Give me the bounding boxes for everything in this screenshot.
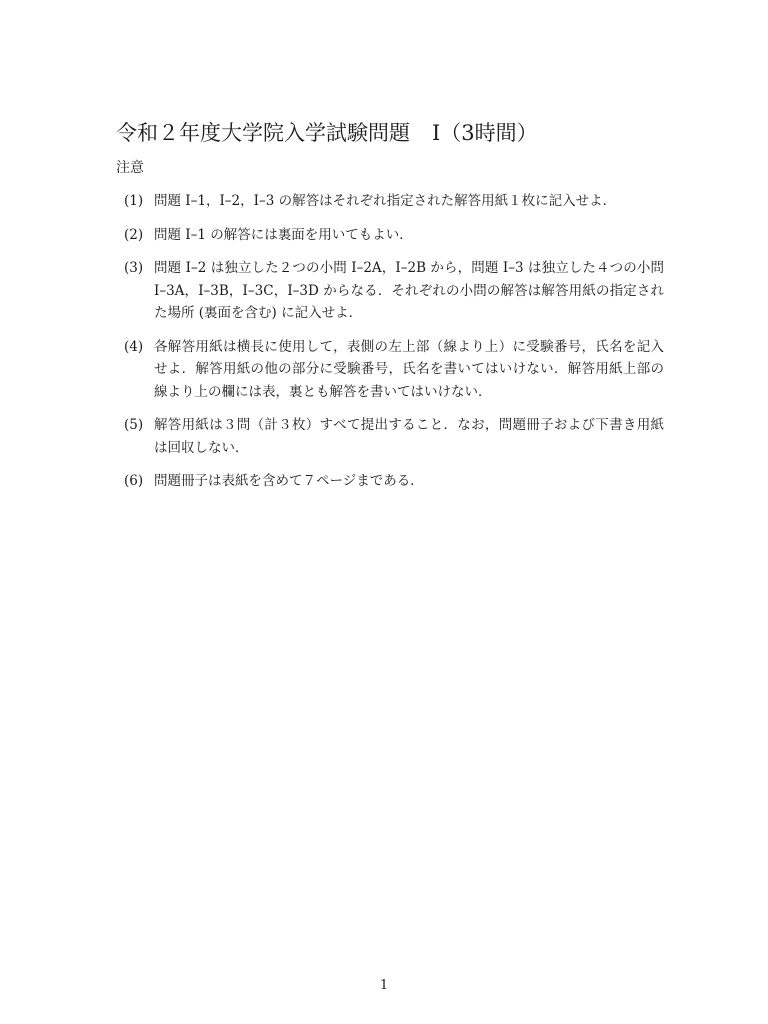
instruction-item [124,257,664,325]
item-text: 解答用紙は３問（計３枚）すべて提出すること．なお，問題冊子および下書き用紙は回収しない． [154,417,664,456]
item-number: (1) [124,193,144,209]
instruction-item [124,470,664,493]
item-number: (3) [124,260,144,276]
item-text: 問題冊子は表紙を含めて７ページまである． [154,473,424,489]
item-number: (2) [124,226,144,243]
item-text: 問題 I–1，I–2，I–3 の解答はそれぞれ指定された解答用紙１枚に記入せよ． [154,193,617,209]
instruction-item [124,414,664,459]
page-title [116,118,676,148]
item-number: (5) [124,417,144,433]
instruction-item [124,336,664,404]
instruction-item [124,190,664,213]
instruction-item [124,224,664,247]
item-text: 各解答用紙は横長に使用して，表側の左上部（線より上）に受験番号，氏名を記入せよ．解答用紙の他の部分に受験番号，氏名を書いてはいけない．解答用紙上部の線より上の欄には表，裏とも解答を書いてはいけない． [154,338,664,400]
item-number: (6) [124,473,144,489]
item-text: 問題 I–1 の解答には裏面を用いてもよい． [154,226,413,243]
notice-heading: 注意 [116,160,144,176]
exam-part-label: I（3時間） [432,121,538,145]
page-number: 1 [379,978,389,993]
item-text: 問題 I–2 は独立した２つの小問 I–2A，I–2B から，問題 I–3 は独立した４つの小問 I–3A，I–3B，I–3C，I–3D からなる．それぞれの小問の解答は解答用紙の指定された場所 (裏面を含む) に記入せよ． [154,260,664,321]
instruction-list [124,190,664,504]
exam-title: 令和２年度大学院入学試験問題 [116,121,410,145]
item-number: (4) [124,338,144,355]
